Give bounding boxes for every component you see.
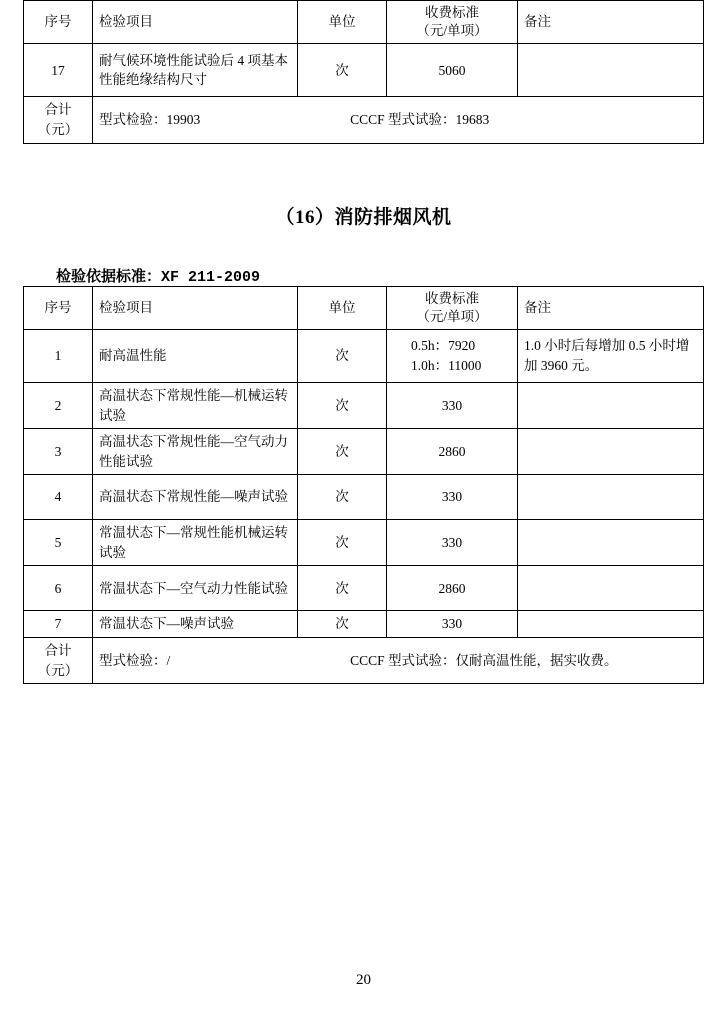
- cell-remark: [518, 383, 704, 429]
- table-row: [24, 383, 704, 429]
- cell-seq: 1: [24, 330, 93, 383]
- table-header: [24, 286, 704, 329]
- cell-remark: [518, 611, 704, 638]
- header-cell-unit: 单位: [298, 1, 387, 44]
- cell-fee: 330: [387, 611, 518, 638]
- total-cccf-inspection: CCCF 型式试验：仅耐高温性能，据实收费。: [350, 652, 618, 668]
- cell-remark: 1.0 小时后每增加 0.5 小时增加 3960 元。: [518, 330, 704, 383]
- header-cell-fee-line1: 收费标准: [425, 290, 479, 306]
- header-cell-remark: 备注: [518, 286, 704, 329]
- header-cell-seq: 序号: [24, 286, 93, 329]
- total-label-line1: 合计: [44, 102, 72, 118]
- cell-item: 高温状态下常规性能—空气动力性能试验: [93, 429, 298, 475]
- fee-table-continued: [23, 0, 704, 144]
- cell-remark: [518, 44, 704, 97]
- total-label: [24, 637, 93, 683]
- table-header-row: [24, 1, 704, 44]
- table-body: [24, 330, 704, 684]
- cell-unit: 次: [298, 520, 387, 566]
- header-cell-fee: [387, 1, 518, 44]
- header-cell-fee: [387, 286, 518, 329]
- cell-remark: [518, 566, 704, 611]
- table-body: [24, 44, 704, 143]
- header-cell-seq: 序号: [24, 1, 93, 44]
- total-label-line2: （元）: [37, 662, 79, 678]
- table-row: [24, 566, 704, 611]
- cell-seq: 6: [24, 566, 93, 611]
- table-row: [24, 44, 704, 97]
- cell-seq: 7: [24, 611, 93, 638]
- header-cell-item: 检验项目: [93, 1, 298, 44]
- cell-unit: 次: [298, 330, 387, 383]
- cell-item: 常温状态下—常规性能机械运转试验: [93, 520, 298, 566]
- total-value: [93, 637, 704, 683]
- total-label-line2: （元）: [37, 122, 79, 137]
- table-row: [24, 520, 704, 566]
- total-label: [24, 97, 93, 143]
- table-header-row: [24, 286, 704, 329]
- cell-remark: [518, 475, 704, 520]
- table-total-row: [24, 637, 704, 683]
- header-cell-remark: 备注: [518, 1, 704, 44]
- cell-seq: 17: [24, 44, 93, 97]
- cell-fee-line2: 1.0h：11000: [411, 358, 482, 373]
- cell-seq: 4: [24, 475, 93, 520]
- cell-item: 耐气候环境性能试验后 4 项基本性能绝缘结构尺寸: [93, 44, 298, 97]
- standard-code: XF 211-2009: [161, 268, 261, 286]
- header-cell-item: 检验项目: [93, 286, 298, 329]
- cell-item: 耐高温性能: [93, 330, 298, 383]
- total-type-inspection: 型式检验：19903: [99, 112, 201, 128]
- table-row: [24, 330, 704, 383]
- cell-remark: [518, 429, 704, 475]
- cell-unit: 次: [298, 429, 387, 475]
- cell-fee: 2860: [387, 429, 518, 475]
- cell-seq: 2: [24, 383, 93, 429]
- table-row: [24, 429, 704, 475]
- header-cell-fee-line2: （元/单项）: [416, 308, 488, 324]
- cell-item: 高温状态下常规性能—机械运转试验: [93, 383, 298, 429]
- table-header: [24, 1, 704, 44]
- total-type-inspection: 型式检验：/: [99, 652, 171, 668]
- standard-reference: [56, 265, 727, 286]
- cell-unit: 次: [298, 44, 387, 97]
- page-number: 20: [356, 972, 371, 988]
- total-value: [93, 97, 704, 143]
- cell-fee: 2860: [387, 566, 518, 611]
- cell-fee: 5060: [387, 44, 518, 97]
- cell-item: 常温状态下—空气动力性能试验: [93, 566, 298, 611]
- cell-fee: 330: [387, 520, 518, 566]
- header-cell-fee-line1: 收费标准: [425, 5, 479, 20]
- cell-unit: 次: [298, 383, 387, 429]
- cell-item: 高温状态下常规性能—噪声试验: [93, 475, 298, 520]
- cell-seq: 5: [24, 520, 93, 566]
- cell-unit: 次: [298, 475, 387, 520]
- total-cccf-inspection: CCCF 型式试验：19683: [350, 112, 490, 128]
- standard-label: 检验依据标准：: [56, 268, 162, 285]
- cell-unit: 次: [298, 611, 387, 638]
- cell-seq: 3: [24, 429, 93, 475]
- table-row: [24, 611, 704, 638]
- cell-fee-line1: 0.5h：7920: [411, 338, 476, 354]
- cell-item: 常温状态下—噪声试验: [93, 611, 298, 638]
- header-cell-fee-line2: （元/单项）: [416, 23, 488, 39]
- cell-fee: [387, 330, 518, 383]
- cell-unit: 次: [298, 566, 387, 611]
- table-row: [24, 475, 704, 520]
- section-title: （16）消防排烟风机: [275, 206, 452, 228]
- total-label-line1: 合计: [44, 642, 72, 658]
- table-total-row: [24, 97, 704, 143]
- cell-fee: 330: [387, 383, 518, 429]
- cell-remark: [518, 520, 704, 566]
- header-cell-unit: 单位: [298, 286, 387, 329]
- cell-fee: 330: [387, 475, 518, 520]
- fee-table-main: [23, 286, 704, 685]
